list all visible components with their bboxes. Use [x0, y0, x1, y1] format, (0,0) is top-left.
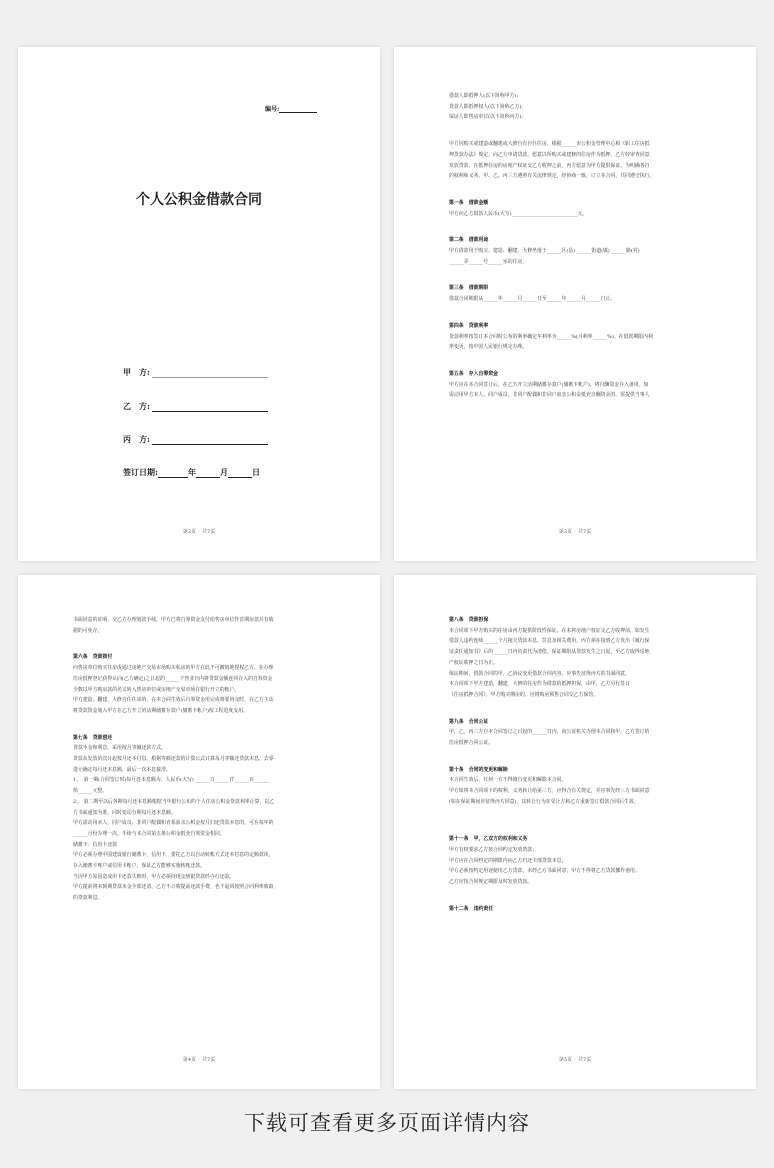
paragraph-line: 发放贷款，在抵押住房的房地产权证交乙方收押之前，丙方愿意为甲方提供保证。为明确各自	[449, 162, 650, 169]
paragraph-line: 率变更，按中国人民银行规定办理。	[449, 344, 528, 351]
download-more-caption: 下载可查看更多页面详情内容	[244, 1111, 530, 1135]
paragraph-line: 甲方有权要求乙方按合同约定发放贷款；	[449, 846, 538, 853]
article-heading: 第一条 借款金额	[449, 199, 489, 206]
paragraph-line: 甲方如将本合同项下的权利，义务转让给第三方，应得合有关规定，并应事先经三方书面同意	[449, 788, 650, 795]
paragraph-line: ______弄______号______室的住房。	[449, 258, 528, 265]
paragraph-line: 借款人违约连续______个月拖欠贷款本息，罚息及相关费用，丙方须在接到乙方发出《履行保	[449, 638, 650, 645]
year-line	[158, 469, 188, 478]
paragraph-line: 保证期间，借款合同的甲，乙协议变更借款合同内容，应事先征得丙方的书面同意。	[449, 670, 630, 677]
page-number: 第5页	[558, 1057, 572, 1063]
article-heading: 第二条 借款用途	[449, 237, 489, 244]
contract-number-field	[265, 104, 317, 113]
paragraph-line: 甲方应在本合同签订后，在乙方开立活期储蓄存款户(储蓄卡帐户)，将自酬资金存入备用。如	[449, 381, 649, 388]
document-page-4	[18, 575, 380, 1089]
paragraph-line: 书面同意的证明，交乙方办理划款手续。甲方已将自筹资金支付给售房单位作首期房款并有收	[73, 617, 274, 623]
paragraph-line: 1、 第一期(合同签订时)每月还本息额为：人民币(大写) ______万______仟______百______	[73, 777, 269, 784]
paragraph-line: 存入储蓄卡账户或信用卡帐户，保证乙方能够实施转帐还款。	[73, 863, 206, 870]
paragraph-line: 储蓄卡：信用卡还款	[73, 841, 118, 848]
month-line	[196, 469, 220, 478]
page-number: 第4页	[182, 1057, 196, 1063]
page-footer	[394, 1056, 756, 1063]
party-a-label: 甲 方:	[123, 367, 150, 377]
party-b-line	[152, 403, 268, 412]
paragraph-line: 甲方应在合同约定的期限内向乙方归还全部贷款本息；	[449, 857, 567, 864]
article-heading: 第五条 存入自筹资金	[449, 370, 499, 377]
page-number: 第3页	[558, 529, 572, 535]
article-heading: 第八条 贷款担保	[449, 617, 489, 623]
paragraph-line: 2、 第二期至以后各期每月还本息额根据当年银行公布的个人住房公积金贷款利率计算，以乙	[73, 798, 275, 805]
paragraph-line: 贷款人即抵押权人(以下简称乙方):	[449, 103, 523, 110]
paragraph-line: 拾______元整。	[73, 788, 108, 795]
paragraph-line: 当因甲方原因造成用卡还款失败时，甲方必须持现金到银贷款经办行还款。	[73, 873, 235, 880]
article-heading: 第十一条 甲，乙双方的权利和义务	[449, 836, 528, 843]
month-label: 月	[219, 467, 228, 477]
page-total: 共7页	[202, 1057, 216, 1063]
party-c-line	[152, 436, 268, 445]
day-line	[228, 469, 252, 478]
paragraph-line: 贷款从发放的次月起按月还本付息。根据等额还款的计算公式计算每月等额还贷款本息，去零	[73, 756, 274, 763]
page-total: 共7页	[578, 529, 592, 535]
paragraph-line: 将贷款资金划入甲方在乙方开立的活期储蓄存款户(储蓄卡帐户)按工程进度支用。	[73, 707, 248, 714]
paragraph-line: 的权利和义务，甲、乙、丙三方遵照有关法律规定，经协商一致，订立本合同，共同遵守执行。	[449, 173, 655, 180]
article-heading: 第三条 借款期限	[449, 285, 489, 292]
paragraph-line: 需动用甲方本人，同户成员，非同户配偶和非同户血亲公积金抵充自酬资金的，需提供当事人	[449, 392, 650, 399]
paragraph-line: 甲方因购买或建造或翻建或大修自有自住住房，根据______市公积金管理中心和《职工住房抵	[449, 141, 650, 148]
page-footer	[18, 528, 380, 535]
contract-number-line	[279, 106, 317, 113]
paragraph-line: 甲方向乙方借款人民币(大写)___________________________元。	[449, 210, 588, 217]
paragraph-line: 《住房抵押合同》，甲方购买期房的，应将购房预售合同交乙方保管。	[449, 691, 599, 698]
paragraph-line: 甲方建造、翻建、大修自住住房的，在本合同生效后自筹资金用完或将要用完时，在乙方主动	[73, 697, 274, 704]
paragraph-line: 乙方应按合同规定期限及时发放贷款。	[449, 879, 533, 886]
contract-title: 个人公积金借款合同	[136, 192, 262, 208]
article-heading: 第十条 合同的变更和解除	[449, 766, 508, 773]
document-page-3	[394, 47, 756, 561]
day-label: 日	[251, 467, 260, 477]
article-heading: 第十二条 违约责任	[449, 905, 494, 912]
paragraph-line: 贷款本金和利息，采用按月等额还款方式。	[73, 745, 166, 752]
paragraph-line: 住房抵押合同公证。	[449, 740, 494, 747]
page-footer	[18, 1056, 380, 1063]
paragraph-line: 本合同项下甲方建造，翻建，大修的住房作为借款的抵押担保，由甲，乙方另行签订	[449, 681, 630, 688]
paragraph-line: 保证人即售房单位(以下简称丙方):	[449, 114, 523, 121]
paragraph-line: 进元确定每月还本息额，最后一次本息接清。	[73, 766, 171, 773]
party-c-field	[123, 434, 268, 445]
paragraph-line: 甲方需动用本人，同户成员、非同户配偶和直系血亲公积金按月归还贷款本息的，可在每年的	[73, 820, 274, 827]
article-heading: 第六条 贷款拨付	[73, 654, 113, 661]
page-body	[449, 615, 701, 914]
page-total: 共7页	[578, 1057, 592, 1063]
paragraph-line: 的贷款利息。	[73, 895, 103, 902]
paragraph-line: 产权证收押之日为止。	[449, 659, 498, 666]
paragraph-line: 证责任通知书》后的______日内负责代为清偿，保证期限从贷款发生之日起，至乙方取得房地	[449, 649, 650, 656]
page-footer	[394, 528, 756, 535]
paragraph-line: 借款合同期限从______年______月______日至______年______月______日止。	[449, 296, 616, 303]
contract-number-label: 编号:	[265, 106, 280, 113]
paragraph-line: 本合同生效后，任何一方不得擅自变更和解除本合同。	[449, 777, 567, 784]
article-heading: 第四条 贷款利率	[449, 322, 489, 329]
article-heading: 第九条 合同公证	[449, 718, 489, 725]
paragraph-line: ______月份办理一次，手续与本合同第五条公积金抵充自筹资金相同。	[73, 830, 225, 837]
sign-date-label: 签订日期:	[123, 467, 158, 477]
page-body	[73, 615, 325, 904]
sign-date-field	[123, 467, 260, 478]
paragraph-line: 借款人即抵押人(以下简称甲方):	[449, 93, 519, 99]
party-a-field	[123, 367, 268, 378]
paragraph-line: 贷款利率按签订本合同时公布的利率确定年利率为______%(月利率______%)。在借款期限内利	[449, 333, 653, 340]
page-total: 共7页	[202, 529, 216, 535]
paragraph-line: 甲方提前将未到期贷款本金全部还清，乙方不计收提前还款手费，也不退回按照合同利率收取	[73, 884, 274, 891]
paragraph-line: 甲方必须办理中国建设银行储蓄卡，信用卡，委托乙方以自动转帐方式还本付息的定额款项，	[73, 852, 274, 859]
year-label: 年	[187, 467, 196, 477]
paragraph-line: 全数以甲方购房款的名义转入售房单位或房地产交易市场在银行开立的帐户。	[73, 686, 240, 693]
party-c-label: 丙 方:	[123, 434, 150, 444]
paragraph-line: 住房抵押登记获得认同(乙方确定)之日起的______个营业日内将贷款金额连同存入的自筹资金	[73, 675, 273, 682]
document-page-cover	[18, 47, 380, 561]
paragraph-line: 本合同项下甲方购买的住房由丙方提供阶段性保证，在未将房地产权证交乙方收押前，如发生	[449, 627, 650, 634]
page-body	[449, 91, 701, 401]
paragraph-line: 向售房单位购买住房或通过房地产交易市场购买私房的甲方在此不可撤销地授权乙方，在办理	[73, 665, 274, 672]
party-a-line	[152, 369, 268, 378]
paragraph-line: 甲，乙，丙三方自本合同签订之日起的______日内，向公证机关办理本合同和甲，乙方签订的	[449, 729, 650, 736]
party-b-field	[123, 401, 268, 412]
paragraph-line: 据的可免存。	[73, 627, 103, 634]
article-heading: 第七条 贷款偿还	[73, 734, 113, 741]
party-b-label: 乙 方:	[123, 401, 150, 411]
paragraph-line: 甲方借款用于购买、建造、翻建、大修坐落于______区(县) ______街道(镇) ______路(村)	[449, 248, 640, 255]
paragraph-line: (如在保证期间应征得丙方同意)，其转让行为在受让方和乙方重新签订借款合同后生效。	[449, 798, 639, 805]
paragraph-line: 押贷款办法》规定，向乙方申请贷款，愿意以所购买或建修的住房作为抵押，乙方经审查同意	[449, 151, 650, 158]
document-page-5	[394, 575, 756, 1089]
paragraph-line: 方书面通知为准，同时变动分期每月还本息额。	[73, 809, 176, 816]
paragraph-line: 甲方必须按约定用途使用乙方贷款，未经乙方书面同意，甲方不得将乙方贷款挪作他用。	[449, 868, 640, 875]
page-number: 第2页	[182, 529, 196, 535]
